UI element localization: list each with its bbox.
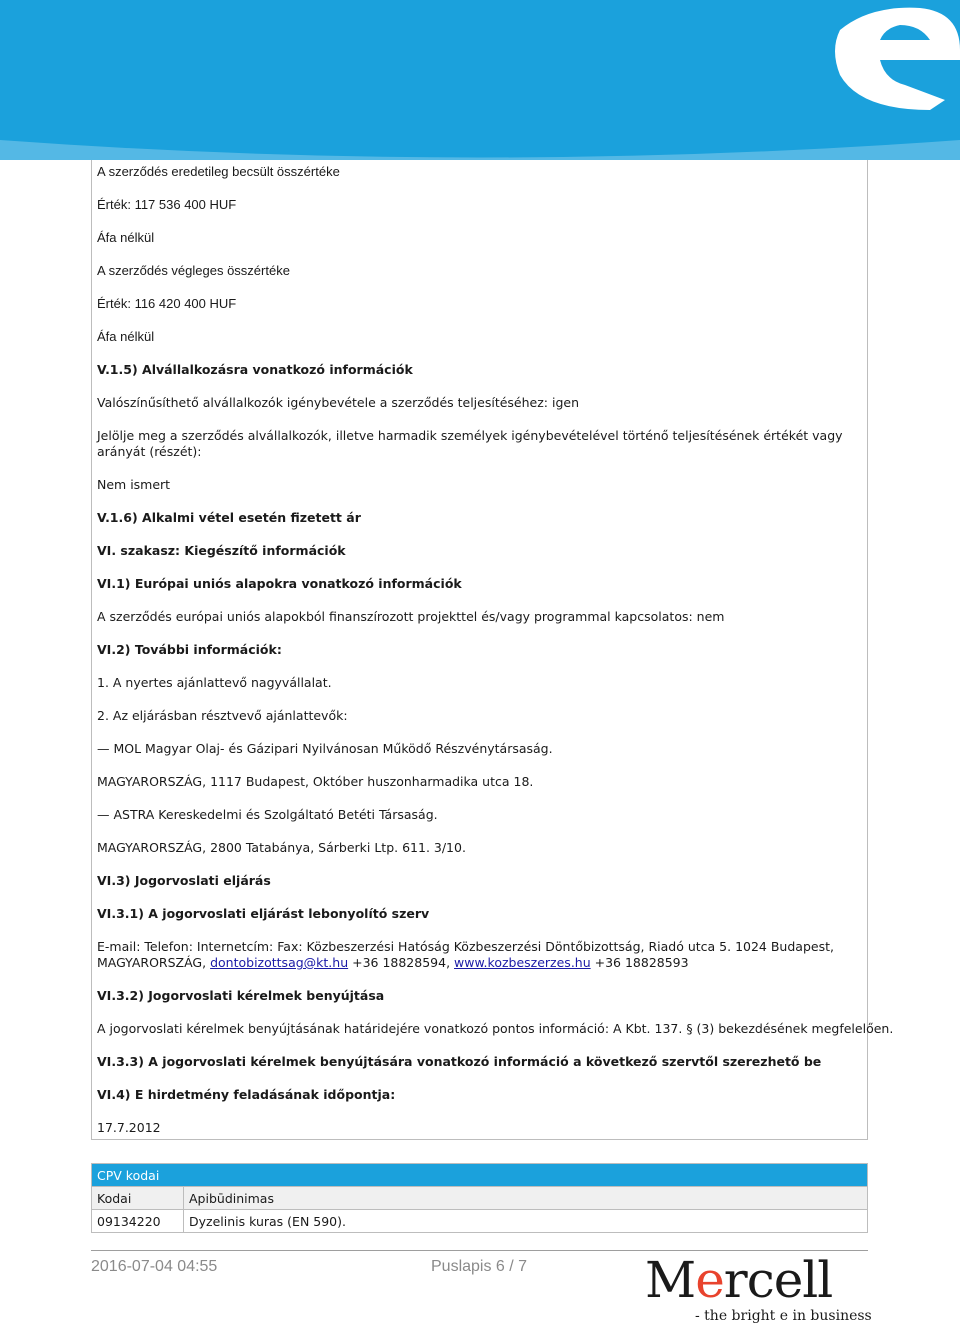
logo-tagline: - the bright e in business [695, 1308, 872, 1324]
logo-e: e [695, 1251, 724, 1309]
paragraph: — MOL Magyar Olaj- és Gázipari Nyilvánosan Működő Részvénytársaság. [97, 741, 553, 756]
company-logo [645, 1253, 870, 1329]
logo-m: M [645, 1251, 696, 1309]
paragraph: A szerződés európai uniós alapokból finanszírozott projekttel és/vagy programmal kapcsolatos: nem [97, 609, 725, 624]
logo-wordmark [645, 1253, 832, 1307]
section-heading: VI.3.1) A jogorvoslati eljárást lebonyolító szerv [97, 906, 430, 921]
contact-phone: +36 18828594, [348, 955, 455, 970]
paragraph: Nem ismert [97, 477, 171, 492]
cpv-table [91, 1163, 868, 1233]
footer-date: 2016-07-04 04:55 [91, 1258, 218, 1275]
section-heading: VI.3.2) Jogorvoslati kérelmek benyújtása [97, 988, 385, 1003]
vat-note: Áfa nélkül [97, 230, 155, 245]
paragraph: 2. Az eljárásban résztvevő ajánlattevők: [97, 708, 348, 723]
contact-line [97, 955, 862, 971]
table-caption: CPV kodai [92, 1164, 868, 1187]
section-heading: V.1.6) Alkalmi vétel esetén fizetett ár [97, 510, 361, 525]
table-row [92, 1210, 868, 1233]
section-heading: VI.4) E hirdetmény feladásának időpontja: [97, 1087, 396, 1102]
paragraph: — ASTRA Kereskedelmi és Szolgáltató Betéti Társaság. [97, 807, 438, 822]
section-heading: VI.3.3) A jogorvoslati kérelmek benyújtására vonatkozó információ a következő szervtől szerezhető be [97, 1054, 822, 1069]
column-header-code: Kodai [92, 1187, 184, 1210]
page-number: Puslapis 6 / 7 [431, 1258, 528, 1275]
publication-date: 17.7.2012 [97, 1120, 161, 1135]
logo-rest: rcell [723, 1251, 833, 1309]
email-link[interactable]: dontobizottsag@kt.hu [210, 955, 349, 970]
original-value: Érték: 117 536 400 HUF [97, 197, 237, 212]
paragraph: A jogorvoslati kérelmek benyújtásának határidejére vonatkozó pontos információ: A Kbt. 137. § (3) bekezdésének megfelelően. [97, 1021, 894, 1036]
cpv-code: 09134220 [92, 1210, 184, 1233]
final-value: Érték: 116 420 400 HUF [97, 296, 237, 311]
paragraph: E-mail: Telefon: Internetcím: Fax: Közbeszerzési Hatóság Közbeszerzési Döntőbizottság, Riadó utca 5. 1024 Budapest, [97, 939, 834, 954]
table-header-row [92, 1187, 868, 1210]
section-heading: VI.1) Európai uniós alapokra vonatkozó információk [97, 576, 462, 591]
section-heading: VI.3) Jogorvoslati eljárás [97, 873, 271, 888]
website-link[interactable]: www.kozbeszerzes.hu [454, 955, 591, 970]
e-icon [0, 0, 960, 160]
notice-content [91, 160, 894, 1140]
contact-fax: +36 18828593 [590, 955, 689, 970]
contact-country: MAGYARORSZÁG, [97, 955, 211, 970]
section-heading: VI.2) További információk: [97, 642, 282, 657]
original-value-heading: A szerződés eredetileg becsült összértéke [97, 164, 340, 179]
header-band [0, 0, 960, 160]
section-heading: V.1.5) Alvállalkozásra vonatkozó információk [97, 362, 413, 377]
section-heading: VI. szakasz: Kiegészítő információk [97, 543, 346, 558]
column-header-description: Apibūdinimas [184, 1187, 868, 1210]
paragraph: 1. A nyertes ajánlattevő nagyvállalat. [97, 675, 332, 690]
table-caption-row [92, 1164, 868, 1187]
cpv-description: Dyzelinis kuras (EN 590). [184, 1210, 868, 1233]
paragraph: Valószínűsíthető alvállalkozók igénybevétele a szerződés teljesítéséhez: igen [97, 395, 580, 410]
paragraph: MAGYARORSZÁG, 2800 Tatabánya, Sárberki Ltp. 611. 3/10. [97, 840, 466, 855]
paragraph: Jelölje meg a szerződés alvállalkozók, illetve harmadik személyek igénybevételével történő teljesítésének értékét vagy arányát (részét): [97, 428, 843, 459]
paragraph: MAGYARORSZÁG, 1117 Budapest, Október huszonharmadika utca 18. [97, 774, 534, 789]
final-value-heading: A szerződés végleges összértéke [97, 263, 290, 278]
vat-note: Áfa nélkül [97, 329, 155, 344]
